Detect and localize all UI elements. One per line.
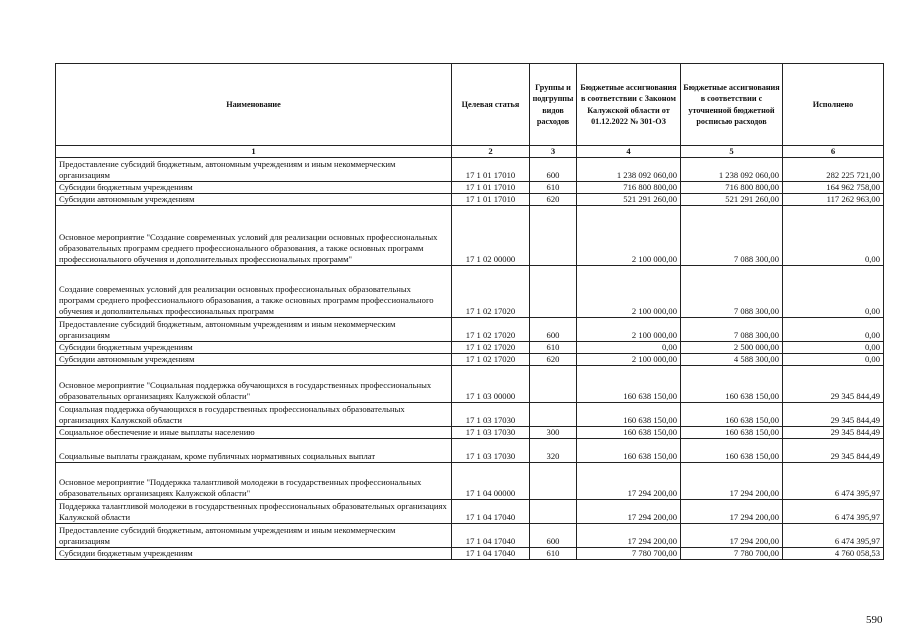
row-group <box>530 500 577 524</box>
row-refined-allocation: 17 294 200,00 <box>681 463 783 500</box>
budget-table <box>55 63 884 560</box>
row-name: Социальная поддержка обучающихся в государственных профессиональных образовательных организациях Калужской области <box>56 403 452 427</box>
table-row <box>56 206 884 266</box>
row-target: 17 1 01 17010 <box>452 194 530 206</box>
row-refined-allocation: 7 088 300,00 <box>681 206 783 266</box>
row-group: 600 <box>530 158 577 182</box>
row-group: 320 <box>530 439 577 463</box>
header-name: Наименование <box>56 64 452 146</box>
row-executed: 4 760 058,53 <box>783 548 884 560</box>
header-executed: Исполнено <box>783 64 884 146</box>
row-refined-allocation: 160 638 150,00 <box>681 366 783 403</box>
column-number: 6 <box>783 146 884 158</box>
row-target: 17 1 03 17030 <box>452 427 530 439</box>
row-group: 620 <box>530 354 577 366</box>
row-group: 600 <box>530 318 577 342</box>
row-law-allocation: 17 294 200,00 <box>577 463 681 500</box>
row-refined-allocation: 7 088 300,00 <box>681 266 783 318</box>
header-target: Целевая статья <box>452 64 530 146</box>
table-row <box>56 524 884 548</box>
table-row <box>56 318 884 342</box>
column-number-row <box>56 146 884 158</box>
row-law-allocation: 160 638 150,00 <box>577 403 681 427</box>
row-refined-allocation: 17 294 200,00 <box>681 524 783 548</box>
row-name: Субсидии автономным учреждениям <box>56 354 452 366</box>
row-target: 17 1 02 17020 <box>452 354 530 366</box>
row-refined-allocation: 716 800 800,00 <box>681 182 783 194</box>
table-row <box>56 427 884 439</box>
row-refined-allocation: 160 638 150,00 <box>681 427 783 439</box>
row-refined-allocation: 160 638 150,00 <box>681 439 783 463</box>
row-refined-allocation: 7 088 300,00 <box>681 318 783 342</box>
row-executed: 164 962 758,00 <box>783 182 884 194</box>
row-target: 17 1 04 00000 <box>452 463 530 500</box>
row-name: Поддержка талантливой молодежи в государственных профессиональных образовательных организациях Калужской области <box>56 500 452 524</box>
row-name: Субсидии бюджетным учреждениям <box>56 182 452 194</box>
row-refined-allocation: 17 294 200,00 <box>681 500 783 524</box>
column-number: 2 <box>452 146 530 158</box>
row-refined-allocation: 160 638 150,00 <box>681 403 783 427</box>
row-law-allocation: 521 291 260,00 <box>577 194 681 206</box>
row-name: Социальное обеспечение и иные выплаты населению <box>56 427 452 439</box>
row-group: 620 <box>530 194 577 206</box>
row-refined-allocation: 4 588 300,00 <box>681 354 783 366</box>
row-target: 17 1 03 17030 <box>452 403 530 427</box>
header-groups: Группы и подгруппы видов расходов <box>530 64 577 146</box>
table-row <box>56 158 884 182</box>
row-law-allocation: 160 638 150,00 <box>577 439 681 463</box>
row-name: Предоставление субсидий бюджетным, автономным учреждениям и иным некоммерческим организациям <box>56 158 452 182</box>
row-target: 17 1 04 17040 <box>452 500 530 524</box>
row-name: Основное мероприятие "Создание современных условий для реализации основных профессиональных образовательных программ среднего профессионального образования, а также основных программ профессионального обучения и дополнительных профессиональных программ" <box>56 206 452 266</box>
row-law-allocation: 716 800 800,00 <box>577 182 681 194</box>
table-row <box>56 266 884 318</box>
row-refined-allocation: 1 238 092 060,00 <box>681 158 783 182</box>
row-group <box>530 403 577 427</box>
row-target: 17 1 02 00000 <box>452 206 530 266</box>
row-refined-allocation: 2 500 000,00 <box>681 342 783 354</box>
row-refined-allocation: 7 780 700,00 <box>681 548 783 560</box>
column-number: 3 <box>530 146 577 158</box>
row-target: 17 1 02 17020 <box>452 342 530 354</box>
row-group <box>530 366 577 403</box>
table-row <box>56 342 884 354</box>
header-refined-allocations: Бюджетные ассигнования в соответствии с уточненной бюджетной росписью расходов <box>681 64 783 146</box>
row-executed: 0,00 <box>783 354 884 366</box>
row-executed: 6 474 395,97 <box>783 463 884 500</box>
table-row <box>56 194 884 206</box>
row-target: 17 1 01 17010 <box>452 158 530 182</box>
table-row <box>56 439 884 463</box>
row-target: 17 1 04 17040 <box>452 524 530 548</box>
table-row <box>56 403 884 427</box>
row-group <box>530 266 577 318</box>
row-law-allocation: 17 294 200,00 <box>577 524 681 548</box>
row-law-allocation: 160 638 150,00 <box>577 366 681 403</box>
row-group <box>530 206 577 266</box>
row-executed: 117 262 963,00 <box>783 194 884 206</box>
row-name: Социальные выплаты гражданам, кроме публичных нормативных социальных выплат <box>56 439 452 463</box>
row-executed: 282 225 721,00 <box>783 158 884 182</box>
row-name: Предоставление субсидий бюджетным, автономным учреждениям и иным некоммерческим организациям <box>56 524 452 548</box>
row-name: Создание современных условий для реализации основных профессиональных образовательных программ среднего профессионального образования, а также основных программ профессионального обучения и дополнительных профессиональных программ <box>56 266 452 318</box>
row-law-allocation: 2 100 000,00 <box>577 206 681 266</box>
row-group <box>530 463 577 500</box>
row-law-allocation: 2 100 000,00 <box>577 318 681 342</box>
row-name: Основное мероприятие "Социальная поддержка обучающихся в государственных профессиональных образовательных организациях Калужской области" <box>56 366 452 403</box>
row-law-allocation: 2 100 000,00 <box>577 266 681 318</box>
column-number: 1 <box>56 146 452 158</box>
row-target: 17 1 02 17020 <box>452 266 530 318</box>
row-group: 610 <box>530 182 577 194</box>
page-number: 590 <box>866 614 883 626</box>
row-target: 17 1 02 17020 <box>452 318 530 342</box>
row-law-allocation: 1 238 092 060,00 <box>577 158 681 182</box>
table-row <box>56 500 884 524</box>
header-law-allocations: Бюджетные ассигнования в соответствии с Законом Калужской области от 01.12.2022 № 301-ОЗ <box>577 64 681 146</box>
row-law-allocation: 0,00 <box>577 342 681 354</box>
row-refined-allocation: 521 291 260,00 <box>681 194 783 206</box>
row-group: 610 <box>530 342 577 354</box>
table-row <box>56 182 884 194</box>
row-law-allocation: 17 294 200,00 <box>577 500 681 524</box>
table-row <box>56 463 884 500</box>
row-name: Предоставление субсидий бюджетным, автономным учреждениям и иным некоммерческим организациям <box>56 318 452 342</box>
header-row <box>56 64 884 146</box>
row-executed: 29 345 844,49 <box>783 427 884 439</box>
table-row <box>56 354 884 366</box>
row-law-allocation: 2 100 000,00 <box>577 354 681 366</box>
row-name: Субсидии бюджетным учреждениям <box>56 548 452 560</box>
row-executed: 6 474 395,97 <box>783 500 884 524</box>
row-law-allocation: 160 638 150,00 <box>577 427 681 439</box>
row-name: Основное мероприятие "Поддержка талантливой молодежи в государственных профессиональных образовательных организациях Калужской области" <box>56 463 452 500</box>
row-name: Субсидии бюджетным учреждениям <box>56 342 452 354</box>
row-target: 17 1 03 00000 <box>452 366 530 403</box>
row-target: 17 1 03 17030 <box>452 439 530 463</box>
row-executed: 0,00 <box>783 206 884 266</box>
row-name: Субсидии автономным учреждениям <box>56 194 452 206</box>
row-executed: 29 345 844,49 <box>783 439 884 463</box>
column-number: 5 <box>681 146 783 158</box>
row-executed: 29 345 844,49 <box>783 366 884 403</box>
row-executed: 0,00 <box>783 266 884 318</box>
row-executed: 29 345 844,49 <box>783 403 884 427</box>
row-group: 610 <box>530 548 577 560</box>
row-executed: 0,00 <box>783 318 884 342</box>
row-law-allocation: 7 780 700,00 <box>577 548 681 560</box>
row-executed: 6 474 395,97 <box>783 524 884 548</box>
table-row <box>56 366 884 403</box>
row-group: 600 <box>530 524 577 548</box>
row-target: 17 1 04 17040 <box>452 548 530 560</box>
row-group: 300 <box>530 427 577 439</box>
row-target: 17 1 01 17010 <box>452 182 530 194</box>
table-row <box>56 548 884 560</box>
row-executed: 0,00 <box>783 342 884 354</box>
column-number: 4 <box>577 146 681 158</box>
